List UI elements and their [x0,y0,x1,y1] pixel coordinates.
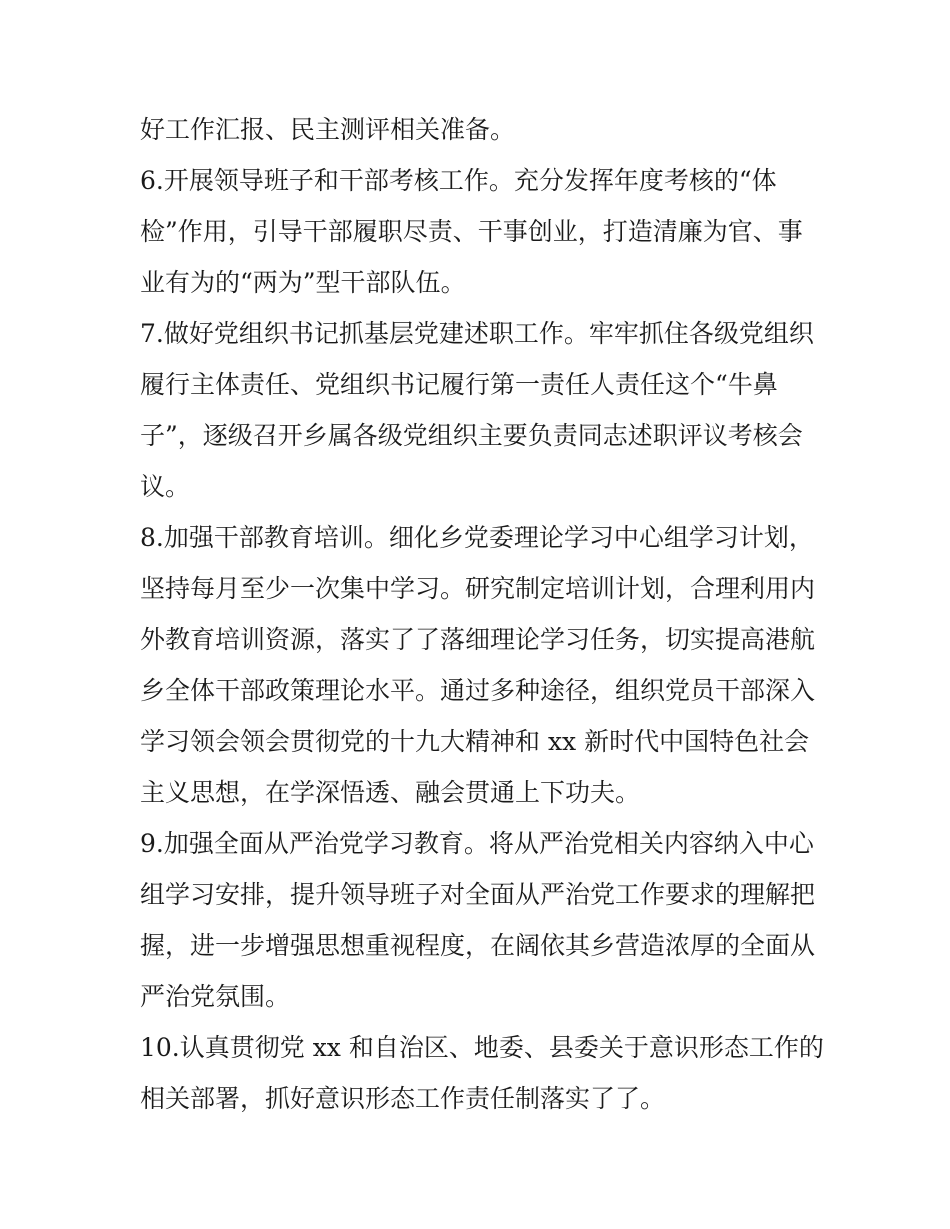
text-line: 7.做好党组织书记抓基层党建述职工作。牢牢抓住各级党组织 [140,319,814,348]
text-line: 10.认真贯彻党 xx 和自治区、地委、县委关于意识形态工作的 [140,1033,824,1062]
text-line: 议。 [140,472,191,501]
text-line: 检”作用，引导干部履职尽责、干事创业，打造清廉为官、事 [140,217,803,246]
text-line: 6.开展领导班子和干部考核工作。充分发挥年度考核的“体 [140,166,777,195]
text-line: 相关部署，抓好意识形态工作责任制落实了了。 [140,1084,666,1113]
text-line: 外教育培训资源，落实了了落细理论学习任务，切实提高港航 [140,625,816,654]
text-line: 组学习安排，提升领导班子对全面从严治党工作要求的理解把 [140,880,816,909]
text-line: 子”，逐级召开乡属各级党组织主要负责同志述职评议考核会 [140,421,803,450]
document-body [140,104,824,1124]
text-line: 坚持每月至少一次集中学习。研究制定培训计划，合理利用内 [140,574,816,603]
text-line: 好工作汇报、民主测评相关准备。 [140,115,516,144]
text-line: 主义思想，在学深悟透、融会贯通上下功夫。 [140,778,641,807]
text-line: 履行主体责任、党组织书记履行第一责任人责任这个“牛鼻 [140,370,778,399]
text-line: 严治党氛围。 [140,982,291,1011]
text-line: 学习领会领会贯彻党的十九大精神和 xx 新时代中国特色社会 [140,727,810,756]
text-line: 9.加强全面从严治党学习教育。将从严治党相关内容纳入中心 [140,829,814,858]
text-line: 业有为的“两为”型干部队伍。 [140,268,466,297]
text-line: 乡全体干部政策理论水平。通过多种途径，组织党员干部深入 [140,676,816,705]
text-line: 握，进一步增强思想重视程度，在阔依其乡营造浓厚的全面从 [140,931,816,960]
text-line: 8.加强干部教育培训。细化乡党委理论学习中心组学习计划， [140,523,814,552]
